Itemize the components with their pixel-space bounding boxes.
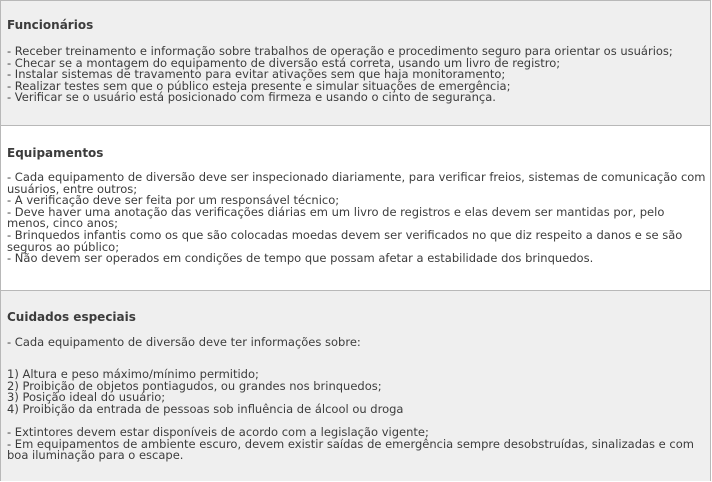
section-body — [7, 46, 706, 104]
list-item: - A verificação deve ser feita por um responsável técnico; — [7, 193, 340, 208]
list-item: - Checar se a montagem do equipamento de diversão está correta, usando um livro de registro; — [7, 55, 561, 70]
intro-text: - Cada equipamento de diversão deve ter informações sobre: — [7, 335, 361, 349]
section-funcionarios — [1, 1, 710, 126]
section-cuidados-especiais — [1, 291, 710, 481]
list-item: - Receber treinamento e informação sobre trabalhos de operação e procedimento seguro para orientar os usuários; — [7, 44, 673, 58]
numbered-item: 2) Proibição de objetos pontiagudos, ou grandes nos brinquedos; — [7, 378, 382, 393]
section-heading: Equipamentos — [7, 146, 104, 160]
list-item: - Em equipamentos de ambiente escuro, devem existir saídas de emergência sempre desobstruídas, sinalizadas e com boa iluminação para o escape. — [7, 436, 694, 463]
list-item: - Instalar sistemas de travamento para evitar ativações sem que haja monitoramento; — [7, 67, 506, 82]
numbered-item: 3) Posição ideal do usuário; — [7, 390, 166, 405]
list-item: - Brinquedos infantis como os que são colocadas moedas devem ser verificados no que diz respeito a danos e se são seguros ao público; — [7, 227, 683, 254]
section-equipamentos — [1, 126, 710, 291]
numbered-item: 1) Altura e peso máximo/mínimo permitido; — [7, 367, 259, 382]
numbered-item: 4) Proibição da entrada de pessoas sob influência de álcool ou droga — [7, 401, 404, 416]
list-item: - Extintores devem estar disponíveis de acordo com a legislação vigente; — [7, 425, 429, 440]
list-item: - Realizar testes sem que o público esteja presente e simular situações de emergência; — [7, 78, 511, 93]
list-item: - Cada equipamento de diversão deve ser inspecionado diariamente, para verificar freios, sistemas de comunicação com usuários, entre outros; — [7, 170, 706, 196]
section-body — [7, 337, 706, 462]
section-heading: Funcionários — [7, 18, 94, 32]
list-item: - Verificar se o usuário está posicionado com firmeza e usando o cinto de segurança. — [7, 90, 496, 105]
list-item: - Não devem ser operados em condições de tempo que possam afetar a estabilidade dos brinquedos. — [7, 251, 594, 266]
list-item: - Deve haver uma anotação das verificações diárias em um livro de registros e elas devem ser mantidas por, pelo menos, cinco anos; — [7, 204, 665, 231]
section-body — [7, 172, 706, 265]
section-heading: Cuidados especiais — [7, 310, 136, 324]
